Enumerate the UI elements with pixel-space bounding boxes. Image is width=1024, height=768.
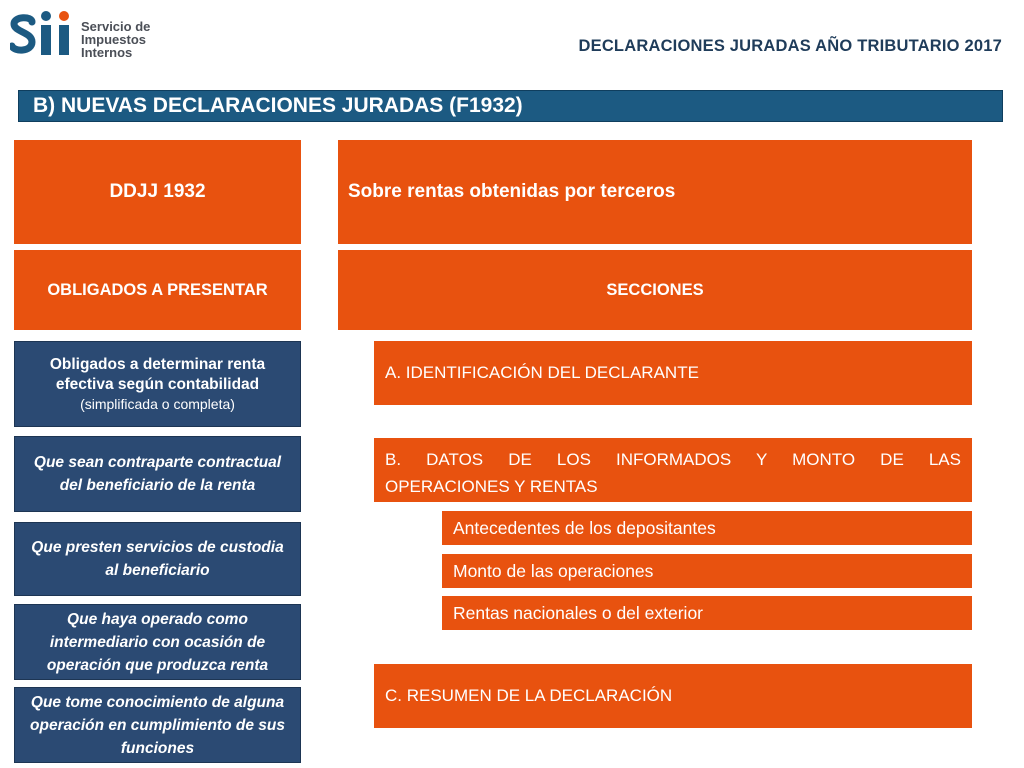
- seccion-c: [374, 664, 972, 728]
- obligado-item-3: [14, 522, 301, 596]
- logo-text: [81, 20, 150, 59]
- ddjj-label: DDJJ 1932: [109, 181, 206, 202]
- seccion-b-item-2-label: Monto de las operaciones: [453, 560, 654, 581]
- obligado-item-4: [14, 604, 301, 680]
- obligado-item-3-text: Que presten servicios de custodia al beneficiario: [31, 539, 284, 579]
- obligado-item-1: [14, 341, 301, 427]
- seccion-b-item-1-label: Antecedentes de los depositantes: [453, 517, 716, 538]
- ddjj-box: [14, 140, 301, 244]
- description-label: Sobre rentas obtenidas por terceros: [348, 181, 676, 202]
- obligados-header-label: OBLIGADOS A PRESENTAR: [47, 280, 268, 299]
- seccion-b-item-2: [442, 554, 972, 588]
- seccion-a-label: A. IDENTIFICACIÓN DEL DECLARANTE: [385, 363, 699, 382]
- seccion-c-label: C. RESUMEN DE LA DECLARACIÓN: [385, 686, 673, 705]
- obligado-item-5: [14, 687, 301, 763]
- obligado-item-1-main: Obligados a determinar renta efectiva según contabilidad: [49, 356, 266, 393]
- section-title: B) NUEVAS DECLARACIONES JURADAS (F1932): [33, 94, 523, 117]
- header-title: DECLARACIONES JURADAS AÑO TRIBUTARIO 2017: [578, 37, 1002, 55]
- seccion-b: [374, 438, 972, 502]
- obligado-item-1-sub: (simplificada o completa): [80, 396, 235, 412]
- description-box: [338, 140, 972, 244]
- seccion-a: [374, 341, 972, 405]
- obligado-item-5-text: Que tome conocimiento de alguna operación en cumplimiento de sus funciones: [30, 693, 285, 757]
- logo-line-1: Servicio de: [81, 19, 151, 34]
- seccion-b-item-3: [442, 596, 972, 630]
- seccion-b-line-2: OPERACIONES Y RENTAS: [385, 477, 598, 496]
- secciones-header: [338, 250, 972, 330]
- seccion-b-item-3-label: Rentas nacionales o del exterior: [453, 602, 704, 623]
- logo-line-2: Impuestos: [81, 32, 147, 47]
- sii-logo-mark: [10, 10, 74, 62]
- obligado-item-2-text: Que sean contraparte contractual del beneficiario de la renta: [33, 454, 282, 494]
- sii-logo: [10, 10, 160, 66]
- seccion-b-item-1: [442, 511, 972, 545]
- obligado-item-4-text: Que haya operado como intermediario con ocasión de operación que produzca renta: [46, 610, 269, 674]
- logo-line-3: Internos: [81, 45, 133, 60]
- section-title-bar: [18, 90, 1003, 122]
- seccion-b-line-1: B. DATOS DE LOS INFORMADOS Y MONTO DE LAS: [385, 450, 961, 469]
- obligados-header: [14, 250, 301, 330]
- obligado-item-2: [14, 436, 301, 512]
- secciones-header-label: SECCIONES: [606, 280, 704, 299]
